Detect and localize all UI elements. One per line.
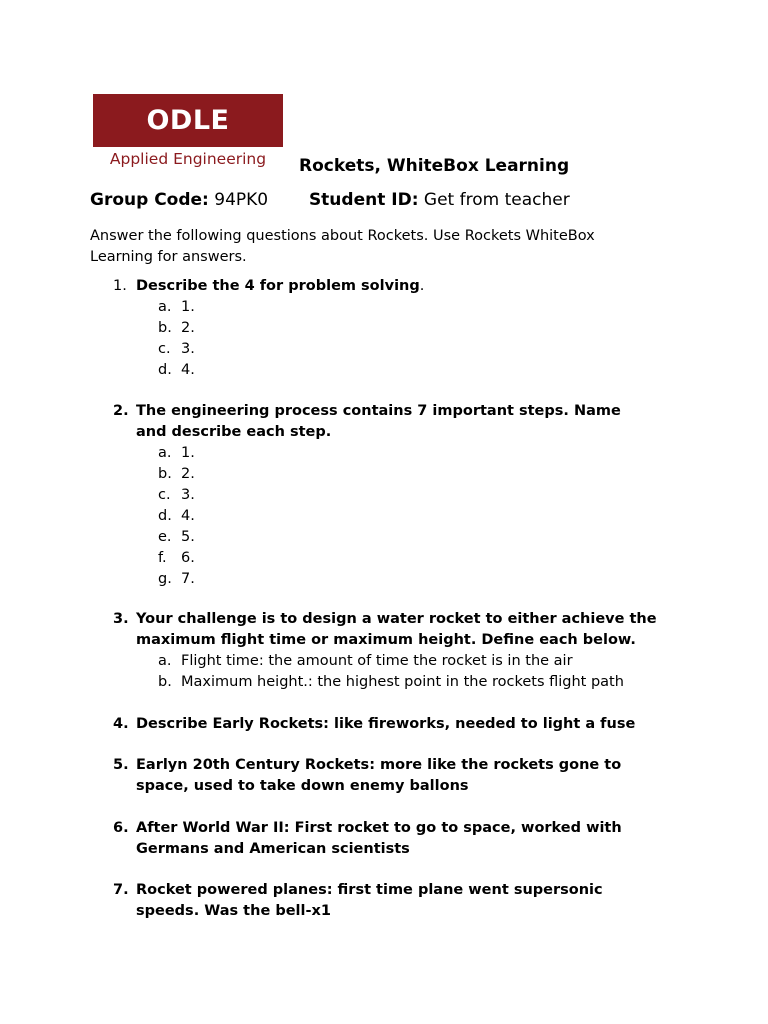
question-number: 6.	[113, 820, 129, 836]
answer-item: c. 3.	[158, 341, 195, 357]
page-title: Rockets, WhiteBox Learning	[299, 156, 570, 176]
question-number: 1.	[113, 278, 127, 294]
answer-item: g. 7.	[158, 571, 195, 587]
question-text: Rocket powered planes: first time plane went supersonic speeds. Was the bell-x1	[136, 882, 603, 919]
answer-item: f. 6.	[158, 550, 195, 566]
answer-list	[113, 443, 693, 590]
question-number: 2.	[113, 403, 129, 419]
question-number: 5.	[113, 757, 129, 773]
answer-item: d. 4.	[158, 508, 195, 524]
question-text: After World War II: First rocket to go to space, worked with Germans and American scientists	[136, 820, 622, 857]
question-text: Describe the 4 for problem solving	[136, 278, 420, 294]
answer-item: a. 1.	[158, 445, 195, 461]
answer-list	[113, 651, 693, 693]
logo-subtitle: Applied Engineering	[109, 150, 267, 168]
question-text: The engineering process contains 7 important steps. Name and describe each step.	[136, 403, 621, 440]
question-number: 7.	[113, 882, 129, 898]
codes-line	[90, 190, 570, 210]
question-3	[113, 609, 693, 693]
student-id-label: Student ID:	[308, 190, 419, 210]
group-code-value: 94PK0	[214, 190, 269, 210]
question-1	[113, 276, 693, 381]
answer-item: b. 2.	[158, 320, 195, 336]
odle-logo	[93, 94, 283, 172]
intro-text: Answer the following questions about Rockets. Use Rockets WhiteBox Learning for answers.	[90, 228, 595, 265]
question-2	[113, 401, 693, 590]
answer-item: a. Flight time: the amount of time the rocket is in the air	[158, 653, 573, 669]
question-text: Earlyn 20th Century Rockets: more like the rockets gone to space, used to take down enemy ballons	[136, 757, 622, 794]
question-text: Describe Early Rockets: like fireworks, needed to light a fuse	[136, 716, 636, 732]
logo-brand: ODLE	[146, 105, 230, 136]
answer-item: e. 5.	[158, 529, 195, 545]
logo-banner	[93, 94, 283, 147]
answer-item: b. 2.	[158, 466, 195, 482]
question-5	[113, 755, 693, 797]
answer-item: d. 4.	[158, 362, 195, 378]
question-text: Your challenge is to design a water rocket to either achieve the maximum flight time or maximum height. Define each below.	[136, 611, 657, 648]
group-code-label: Group Code:	[90, 190, 209, 210]
question-7	[113, 880, 693, 922]
question-number: 3.	[113, 611, 129, 627]
answer-item: c. 3.	[158, 487, 195, 503]
question-6	[113, 818, 693, 860]
student-id-value: Get from teacher	[423, 190, 570, 210]
answer-item: b. Maximum height.: the highest point in the rockets flight path	[158, 674, 624, 690]
question-suffix: .	[419, 278, 425, 294]
question-4	[113, 714, 693, 735]
answer-item: a. 1.	[158, 299, 195, 315]
answer-list	[113, 297, 693, 381]
question-number: 4.	[113, 716, 129, 732]
